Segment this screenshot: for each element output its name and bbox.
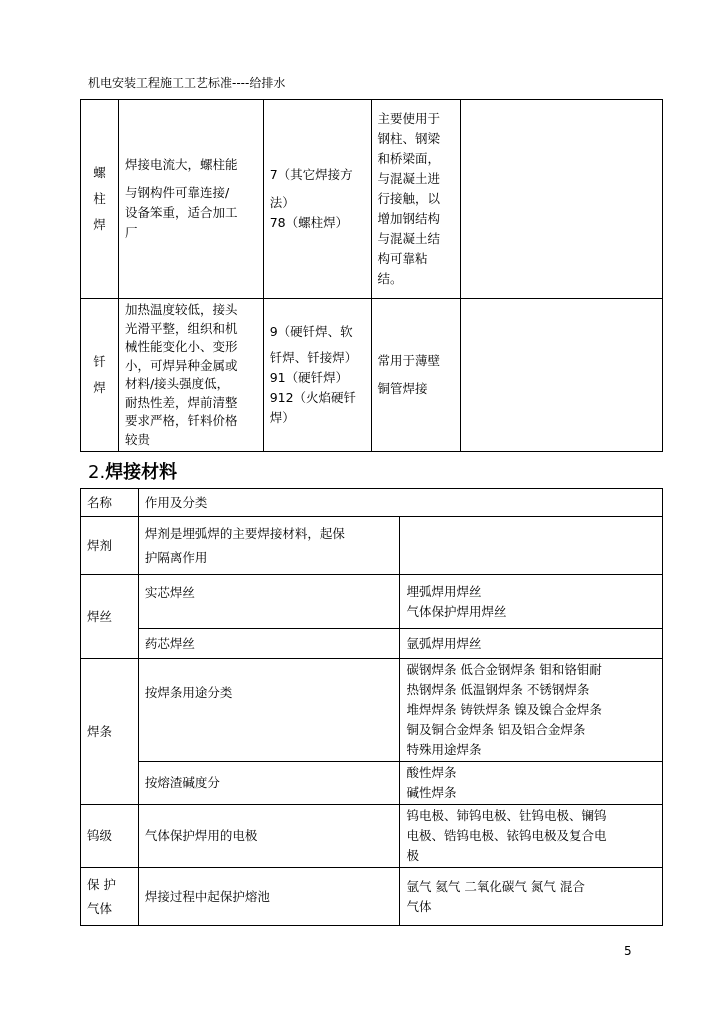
material-name-flux: 焊剂: [81, 517, 139, 575]
material-usage: 焊接过程中起保护熔池: [138, 868, 400, 926]
method-application: 主要使用于 钢柱、钢梁 和桥梁面， 与混凝土进 行接触，以 增加钢结构 与混凝土结 构可靠粘 结。: [371, 100, 461, 299]
material-usage: 气体保护焊用的电极: [138, 805, 400, 868]
table-row: [81, 100, 663, 299]
material-subtype: 实芯焊丝: [138, 575, 400, 629]
table-row: [81, 805, 663, 868]
material-types: 酸性焊条 碱性焊条: [400, 762, 663, 805]
header-name: 名称: [81, 489, 139, 517]
method-remark: [461, 100, 663, 299]
welding-methods-table: [80, 99, 663, 452]
material-subtype: 按熔渣碱度分: [138, 762, 400, 805]
section-heading: 焊接材料: [105, 462, 178, 483]
material-name-tungsten: 钨级: [81, 805, 139, 868]
material-usage: 焊剂是埋弧焊的主要焊接材料，起保 护隔离作用: [138, 517, 400, 575]
table-row: [81, 868, 663, 926]
material-types: 氩气 氦气 二氧化碳气 氮气 混合 气体: [400, 868, 663, 926]
table-row: [81, 629, 663, 659]
header-usage: 作用及分类: [138, 489, 662, 517]
table-header-row: [81, 489, 663, 517]
method-features: 焊接电流大，螺柱能 与钢构件可靠连接/ 设备笨重，适合加工 厂: [118, 100, 263, 299]
method-codes: 7（其它焊接方 法） 78（螺柱焊）: [263, 100, 371, 299]
method-application: 常用于薄壁 铜管焊接: [371, 299, 461, 452]
material-types: [400, 517, 663, 575]
section-title: [88, 460, 177, 486]
material-name-rod: 焊条: [81, 659, 139, 805]
table-row: [81, 517, 663, 575]
table-row: [81, 659, 663, 762]
method-codes: 9（硬钎焊、软 钎焊、钎接焊） 91（硬钎焊） 912（火焰硬钎 焊）: [263, 299, 371, 452]
page-number: 5: [624, 944, 632, 958]
method-features: 加热温度较低，接头 光滑平整，组织和机 械性能变化小、变形 小，可焊异种金属或 材料/接头强度低， 耐热性差，焊前清整 要求严格，钎料价格 较贵: [118, 299, 263, 452]
material-types: 氩弧焊用焊丝: [400, 629, 663, 659]
material-subtype: 药芯焊丝: [138, 629, 400, 659]
welding-materials-table: [80, 488, 663, 926]
material-types: 钨电极、铈钨电极、钍钨电极、镧钨 电极、锆钨电极、铱钨电极及复合电 极: [400, 805, 663, 868]
method-name-brazing: 钎 焊: [81, 299, 119, 452]
material-types: 碳钢焊条 低合金钢焊条 钼和铬钼耐 热钢焊条 低温钢焊条 不锈钢焊条 堆焊焊条 铸铁焊条 镍及镍合金焊条 铜及铜合金焊条 铝及铝合金焊条 特殊用途焊条: [400, 659, 663, 762]
table-row: [81, 299, 663, 452]
material-name-wire: 焊丝: [81, 575, 139, 659]
method-remark: [461, 299, 663, 452]
material-name-gas: 保 护 气体: [81, 868, 139, 926]
material-types: 埋弧焊用焊丝 气体保护焊用焊丝: [400, 575, 663, 629]
section-number: 2.: [88, 462, 106, 483]
table-row: [81, 762, 663, 805]
table-row: [81, 575, 663, 629]
material-subtype: 按焊条用途分类: [138, 659, 400, 762]
page-header: 机电安装工程施工工艺标准----给排水: [88, 76, 286, 90]
method-name-stud-welding: 螺 柱 焊: [81, 100, 119, 299]
